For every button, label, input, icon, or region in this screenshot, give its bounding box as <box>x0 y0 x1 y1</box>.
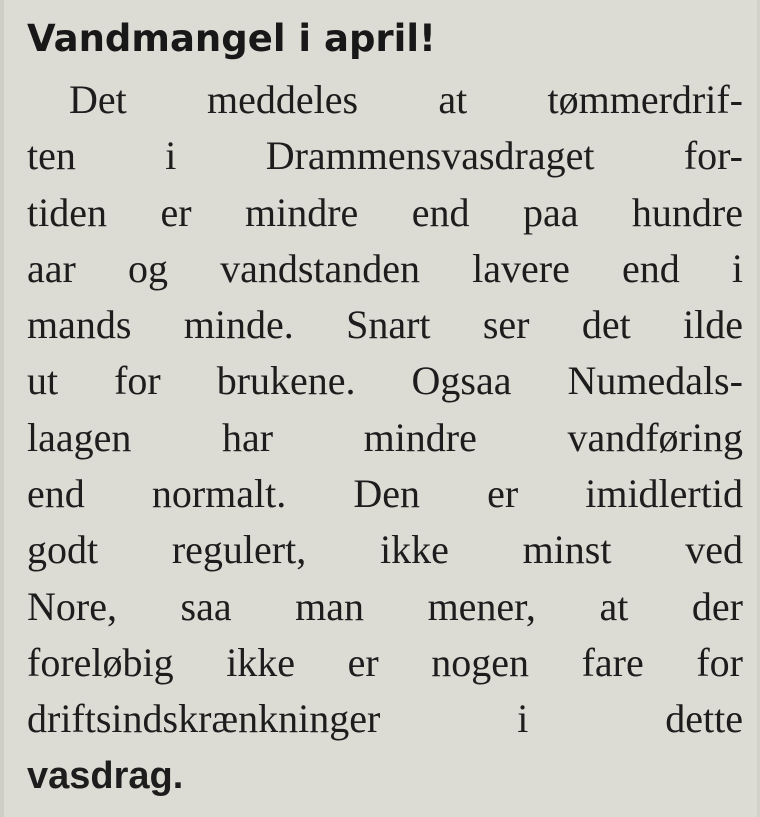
word: hundre <box>631 189 743 235</box>
word: minst <box>522 527 612 573</box>
word: ikke <box>379 527 449 573</box>
word: vandføring <box>567 414 743 460</box>
word: at <box>438 77 468 122</box>
word: Den <box>353 471 420 517</box>
word: vasdrag. <box>27 754 184 797</box>
word: for <box>696 639 743 685</box>
word: meddeles <box>207 77 359 122</box>
word: tiden <box>27 189 107 235</box>
paper-left-edge <box>0 0 4 817</box>
text-line <box>27 748 743 804</box>
word: dette <box>665 696 743 742</box>
word: er <box>487 471 519 517</box>
article-body <box>27 72 743 804</box>
word: end <box>411 189 470 235</box>
article-headline: Vandmangel i april! <box>27 17 436 60</box>
word: Drammensvasdraget <box>265 133 595 179</box>
word: foreløbig <box>27 639 174 685</box>
text-line <box>27 185 743 241</box>
word: mener, <box>427 583 536 629</box>
word: end <box>27 471 85 517</box>
word: aar <box>27 245 76 291</box>
text-line <box>27 635 743 691</box>
text-line <box>27 691 743 747</box>
word: tømmerdrif- <box>547 77 743 122</box>
word: driftsindskrænkninger <box>27 696 381 742</box>
word: man <box>295 583 365 629</box>
text-line <box>27 522 743 578</box>
text-line <box>27 353 743 409</box>
word: i <box>731 245 743 291</box>
text-line <box>27 410 743 466</box>
word: Det <box>69 77 127 122</box>
word: er <box>160 189 192 235</box>
word: normalt. <box>151 471 287 517</box>
text-line <box>27 72 743 128</box>
word: har <box>221 414 274 460</box>
word: for- <box>683 133 743 179</box>
word: i <box>517 696 529 742</box>
word: brukene. <box>216 358 356 404</box>
word: saa <box>180 583 232 629</box>
word: lavere <box>472 245 570 291</box>
word: ut <box>27 358 59 404</box>
word: imidlertid <box>585 471 743 517</box>
word: laagen <box>27 414 132 460</box>
word: Nore, <box>27 583 117 629</box>
word: nogen <box>431 639 530 685</box>
word: ten <box>27 133 76 179</box>
word: mindre <box>244 189 359 235</box>
word: det <box>581 302 631 348</box>
word: minde. <box>183 302 294 348</box>
text-line <box>27 241 743 297</box>
text-line <box>27 579 743 635</box>
word: er <box>347 639 379 685</box>
word: end <box>621 245 680 291</box>
word: ved <box>685 527 743 573</box>
word: ikke <box>226 639 296 685</box>
text-line <box>27 128 743 184</box>
word: Numedals- <box>567 358 743 404</box>
text-line <box>27 297 743 353</box>
word: for <box>114 358 161 404</box>
word: ser <box>482 302 530 348</box>
word: fare <box>581 639 644 685</box>
word: regulert, <box>171 527 307 573</box>
word: mindre <box>363 414 477 460</box>
word: godt <box>27 527 99 573</box>
word: ilde <box>683 302 743 348</box>
word: Ogsaa <box>411 358 512 404</box>
word: og <box>127 245 168 291</box>
word: mands <box>27 302 132 348</box>
word: i <box>165 133 177 179</box>
word: Snart <box>346 302 431 348</box>
word: der <box>691 583 743 629</box>
word: at <box>599 583 629 629</box>
text-line <box>27 466 743 522</box>
word: vandstanden <box>220 245 421 291</box>
word: paa <box>522 189 579 235</box>
